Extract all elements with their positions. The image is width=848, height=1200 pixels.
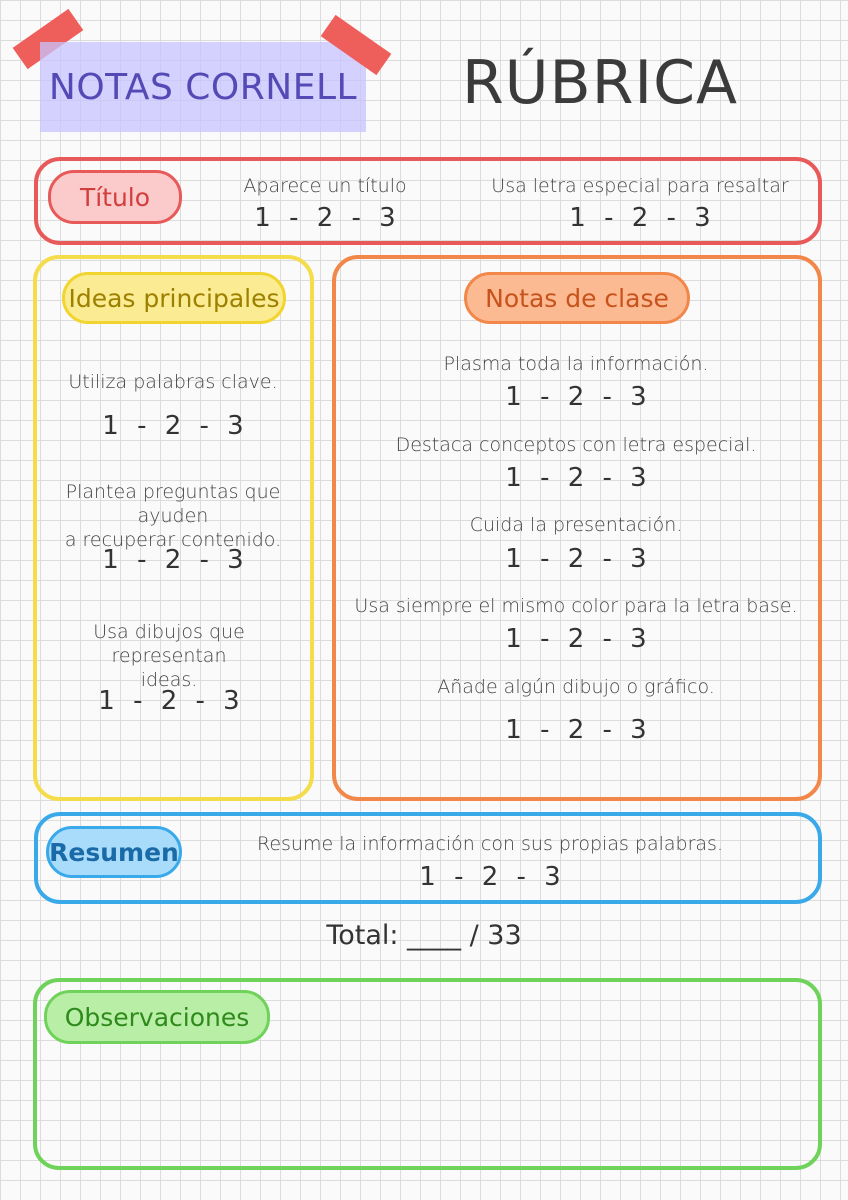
- header-label: NOTAS CORNELL: [48, 66, 358, 108]
- total-line: Total: ____ / 33: [326, 920, 522, 951]
- criterion-score: 1 - 2 - 3: [505, 382, 647, 412]
- criterion-score: 1 - 2 - 3: [102, 545, 244, 575]
- criterion-score: 1 - 2 - 3: [569, 203, 711, 233]
- resumen-pill: Resumen: [46, 826, 182, 878]
- criterion-text: Resume la información con sus propias palabras.: [257, 833, 723, 855]
- criterion-text: Plasma toda la información.: [443, 353, 709, 375]
- header-label-box: [40, 42, 366, 132]
- titulo-pill: Título: [48, 170, 182, 224]
- criterion-score: 1 - 2 - 3: [254, 203, 396, 233]
- criterion-score: 1 - 2 - 3: [505, 544, 647, 574]
- criterion-score: 1 - 2 - 3: [505, 624, 647, 654]
- criterion-text: Destaca conceptos con letra especial.: [395, 434, 757, 456]
- criterion-score: 1 - 2 - 3: [505, 715, 647, 745]
- criterion-score: 1 - 2 - 3: [419, 862, 561, 892]
- criterion-text: Usa siempre el mismo color para la letra base.: [354, 595, 798, 617]
- criterion-text: Plantea preguntas que ayuden a recuperar contenido.: [64, 481, 282, 551]
- notas-pill: Notas de clase: [464, 272, 690, 324]
- criterion-score: 1 - 2 - 3: [98, 686, 240, 716]
- criterion-text: Añade algún dibujo o gráfico.: [437, 676, 715, 698]
- criterion-text: Utiliza palabras clave.: [68, 371, 278, 393]
- criterion-text: Usa dibujos que representan ideas.: [93, 621, 245, 691]
- criterion-text: Cuida la presentación.: [469, 514, 683, 536]
- criterion-text: Aparece un título: [243, 175, 407, 197]
- criterion-score: 1 - 2 - 3: [102, 411, 244, 441]
- criterion-text: Usa letra especial para resaltar: [491, 175, 789, 197]
- observaciones-pill: Observaciones: [44, 990, 270, 1044]
- page-title: RÚBRICA: [461, 48, 739, 118]
- ideas-pill: Ideas principales: [62, 272, 286, 324]
- criterion-score: 1 - 2 - 3: [505, 463, 647, 493]
